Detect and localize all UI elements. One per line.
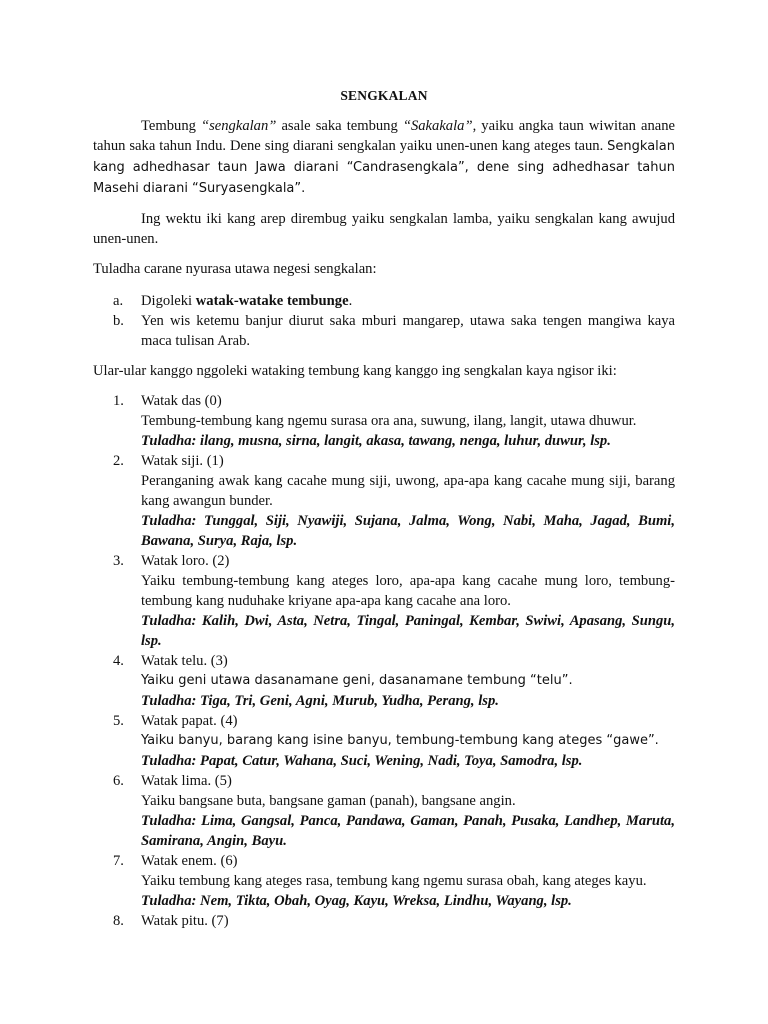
- item-heading: Watak enem. (6): [141, 853, 238, 869]
- intro-text-2: asale saka tembung: [276, 118, 403, 134]
- fourth-paragraph: Ular-ular kanggo nggoleki wataking tembung kang kanggo ing sengkalan kaya ngisor iki:: [93, 363, 617, 379]
- list-marker: 6.: [113, 773, 124, 789]
- list-marker: 3.: [113, 553, 124, 569]
- page-title: SENGKALAN: [340, 88, 428, 103]
- list-item: [93, 391, 675, 451]
- item-example: Tuladha: Tiga, Tri, Geni, Agni, Murub, Yudha, Perang, lsp.: [141, 693, 499, 709]
- list-marker: 2.: [113, 453, 124, 469]
- item-heading: Watak lima. (5): [141, 773, 232, 789]
- list-marker: 1.: [113, 393, 124, 409]
- item-description: Tembung-tembung kang ngemu surasa ora ana, suwung, ilang, langit, utawa dhuwur.: [141, 413, 637, 429]
- term-sengkalan: “sengkalan”: [200, 118, 277, 134]
- list-item: [93, 851, 675, 911]
- item-heading: Watak telu. (3): [141, 653, 228, 669]
- list-item: [93, 651, 675, 711]
- list-marker: 4.: [113, 653, 124, 669]
- item-heading: Watak das (0): [141, 393, 222, 409]
- third-paragraph: Tuladha carane nyurasa utawa negesi sengkalan:: [93, 261, 377, 277]
- list-item: [93, 911, 675, 931]
- item-description: Yaiku geni utawa dasanamane geni, dasanamane tembung “telu”.: [141, 673, 573, 688]
- list-item: [93, 311, 675, 351]
- intro-text-1: Tembung: [141, 118, 201, 134]
- item-description: Yaiku tembung-tembung kang ateges loro, apa-apa kang cacahe mung loro, tembung-tembung kang nuduhake kriyane apa-apa kang cacahe ana loro.: [141, 573, 675, 609]
- item-heading: Watak pitu. (7): [141, 913, 229, 929]
- step-a-end: .: [348, 293, 353, 309]
- list-item: [93, 451, 675, 551]
- intro-text-3: , yaiku angka taun wiwitan anane tahun saka tahun Indu. Dene sing diarani sengkalan yaiku unen-unen kang ateges taun.: [93, 118, 676, 154]
- item-example: Tuladha: Nem, Tikta, Obah, Oyag, Kayu, Wreksa, Lindhu, Wayang, lsp.: [141, 893, 572, 909]
- item-heading: Watak papat. (4): [141, 713, 238, 729]
- intro-text-4: Sengkalan kang adhedhasar taun Jawa diarani “Candrasengkala”, dene sing adhedhasar tahun Masehi diarani “Suryasengkala”.: [93, 139, 675, 196]
- second-paragraph: Ing wektu iki kang arep dirembug yaiku sengkalan lamba, yaiku sengkalan kang awujud unen-unen.: [93, 211, 675, 247]
- item-example: Tuladha: Papat, Catur, Wahana, Suci, Wening, Nadi, Toya, Samodra, lsp.: [141, 753, 583, 769]
- list-item: [93, 551, 675, 651]
- item-description: Yaiku tembung kang ateges rasa, tembung kang ngemu surasa obah, kang ateges kayu.: [141, 873, 647, 889]
- list-marker: 8.: [113, 913, 124, 929]
- step-b-text: Yen wis ketemu banjur diurut saka mburi mangarep, utawa saka tengen mangiwa kaya maca tulisan Arab.: [141, 313, 675, 349]
- list-item: [93, 291, 675, 311]
- watak-list: [93, 391, 675, 931]
- intro-paragraph: [93, 116, 675, 199]
- item-description: Yaiku bangsane buta, bangsane gaman (panah), bangsane angin.: [141, 793, 516, 809]
- list-marker: a.: [113, 293, 124, 309]
- item-heading: Watak siji. (1): [141, 453, 224, 469]
- item-example: Tuladha: Kalih, Dwi, Asta, Netra, Tingal, Paningal, Kembar, Swiwi, Apasang, Sungu, lsp.: [141, 613, 675, 649]
- steps-list: [93, 291, 675, 351]
- item-example: Tuladha: Lima, Gangsal, Panca, Pandawa, Gaman, Panah, Pusaka, Landhep, Maruta, Samirana, Angin, Bayu.: [141, 813, 675, 849]
- item-heading: Watak loro. (2): [141, 553, 230, 569]
- list-marker: b.: [113, 313, 124, 329]
- list-marker: 7.: [113, 853, 124, 869]
- item-description: Peranganing awak kang cacahe mung siji, uwong, apa-apa kang cacahe mung siji, barang kang awangun bunder.: [141, 473, 675, 509]
- item-example: Tuladha: ilang, musna, sirna, langit, akasa, tawang, nenga, luhur, duwur, lsp.: [141, 433, 611, 449]
- step-a-bold: watak-watake tembunge: [195, 293, 349, 309]
- list-marker: 5.: [113, 713, 124, 729]
- item-example: Tuladha: Tunggal, Siji, Nyawiji, Sujana, Jalma, Wong, Nabi, Maha, Jagad, Bumi, Bawana, Surya, Raja, lsp.: [141, 513, 675, 549]
- list-item: [93, 771, 675, 851]
- list-item: [93, 711, 675, 771]
- term-sakakala: “Sakakala”: [402, 118, 473, 134]
- step-a-text: Digoleki: [141, 293, 196, 309]
- item-description: Yaiku banyu, barang kang isine banyu, tembung-tembung kang ateges “gawe”.: [141, 733, 659, 748]
